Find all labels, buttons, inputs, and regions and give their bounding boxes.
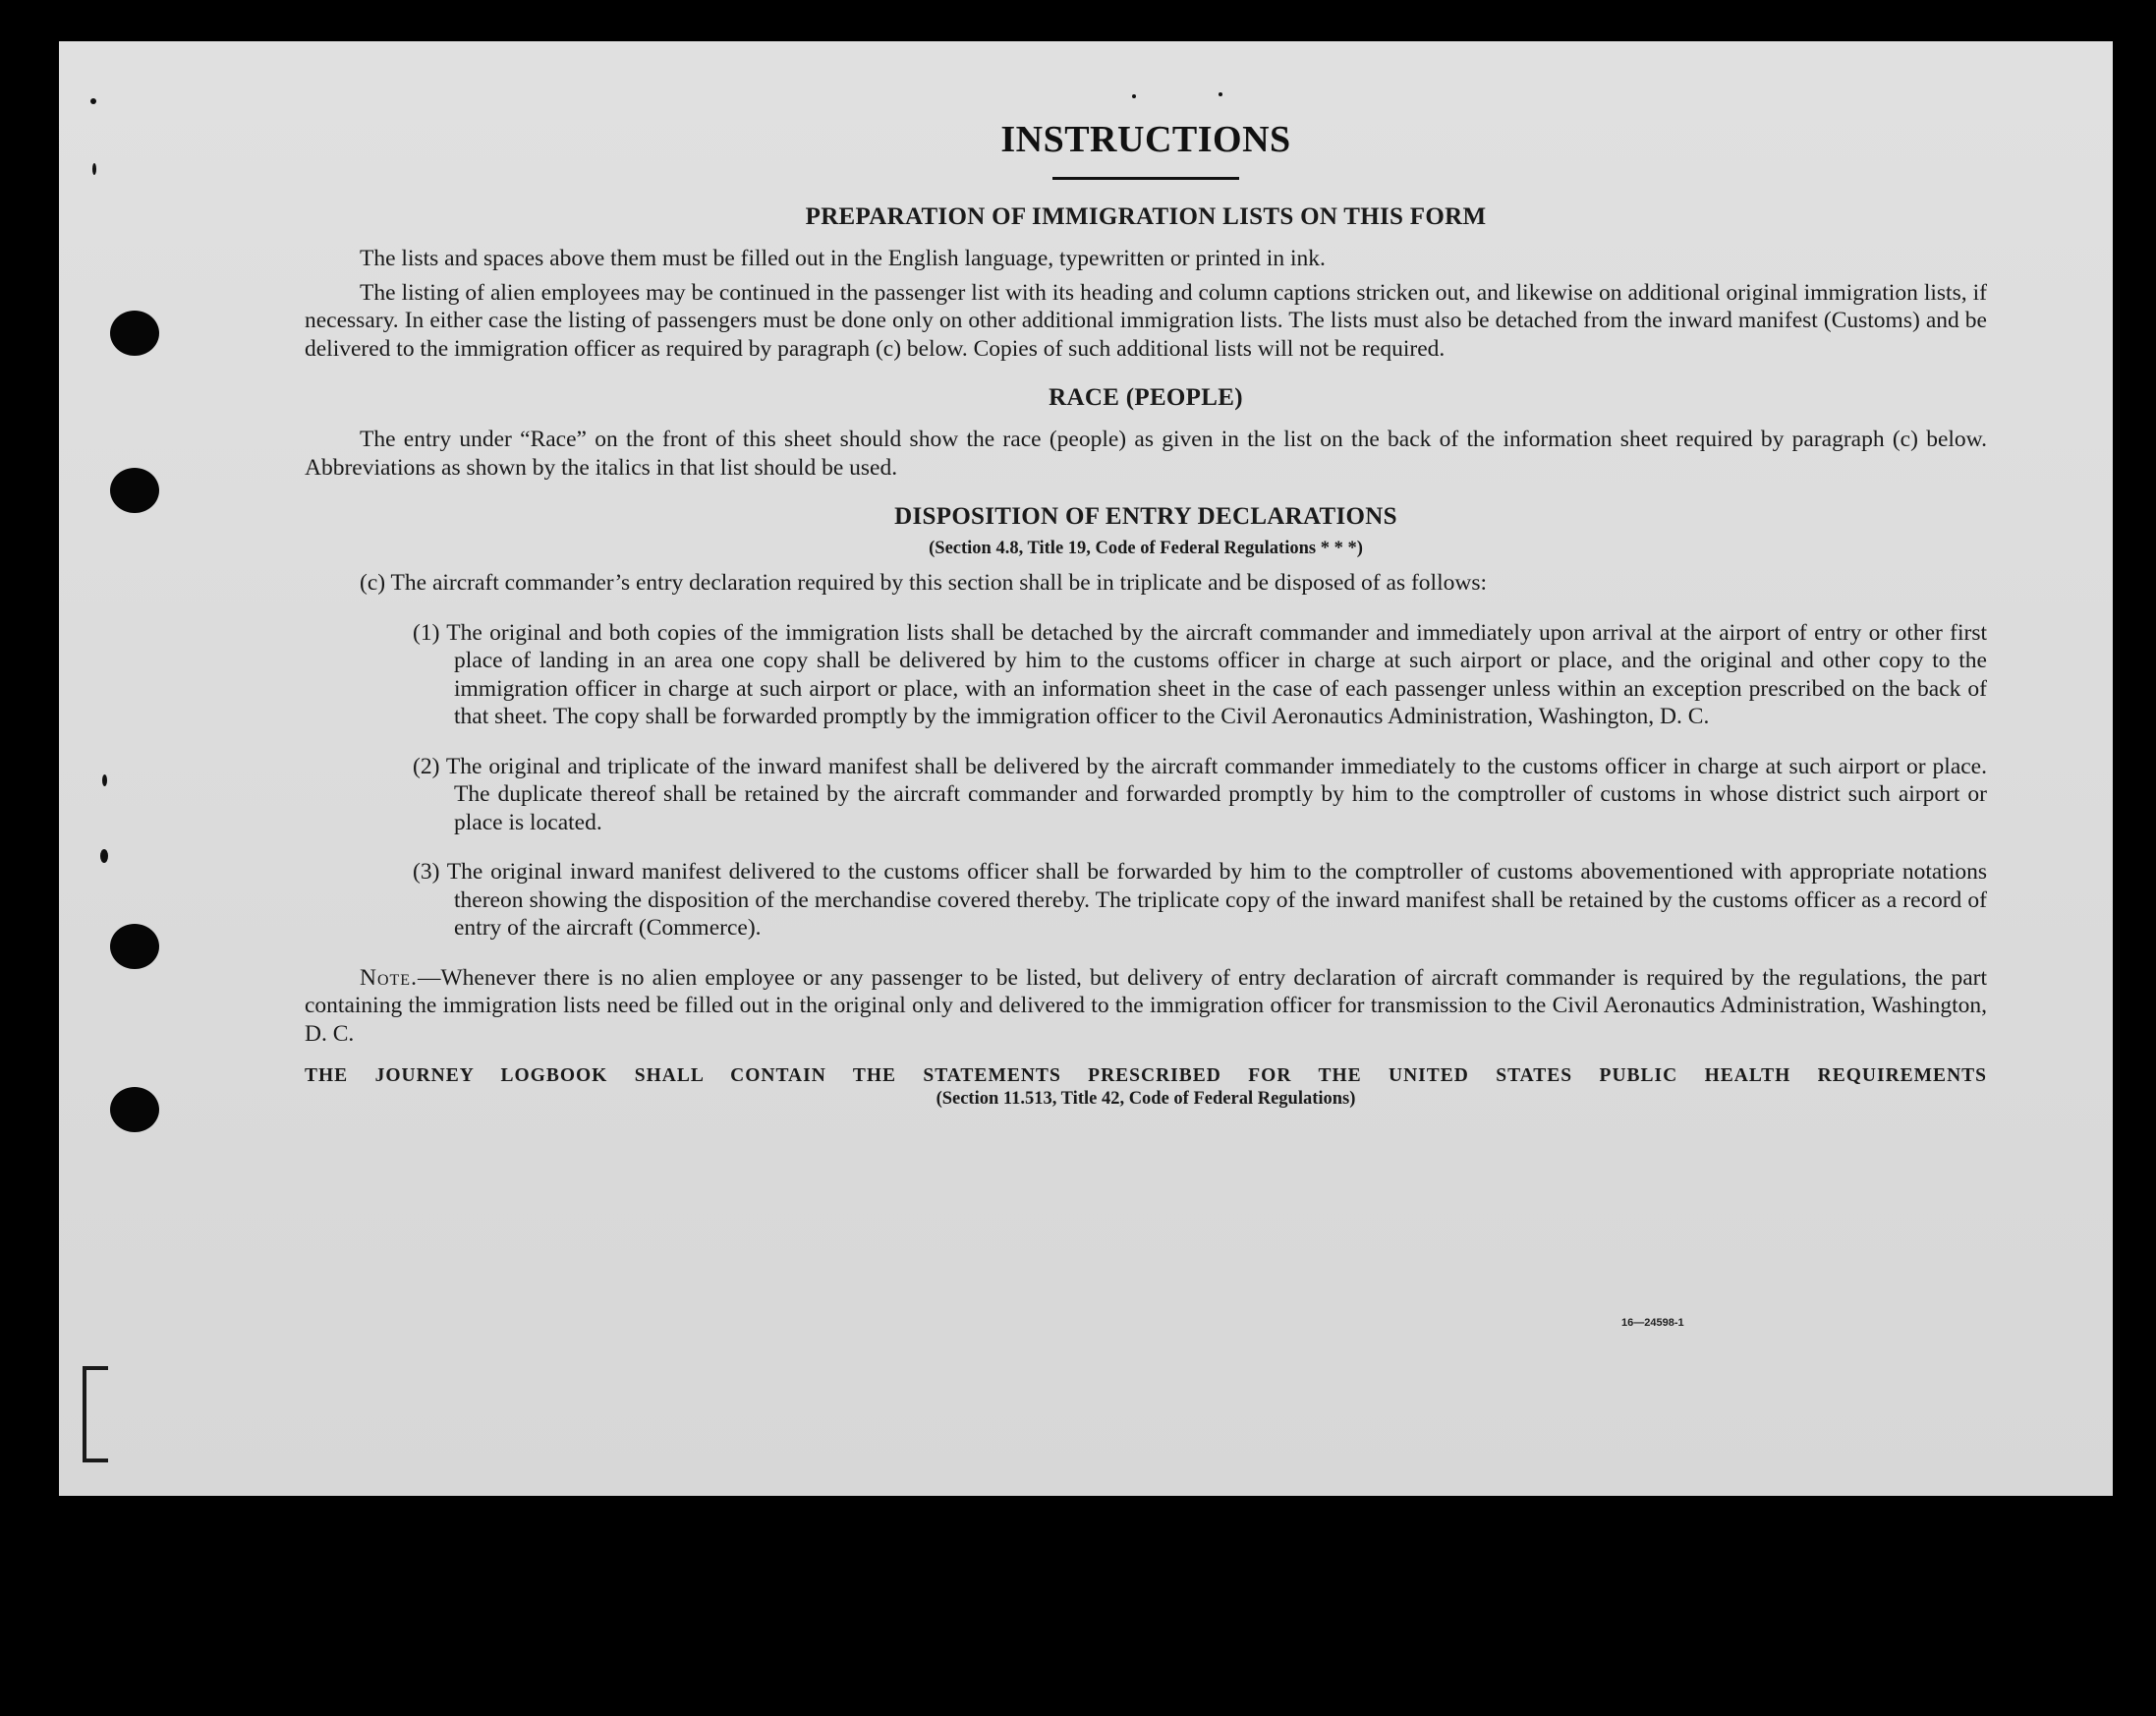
page-title: INSTRUCTIONS [1000, 119, 1291, 160]
document-sheet [59, 41, 2113, 1496]
binder-clip-mark [83, 1366, 108, 1462]
title-underline [1052, 177, 1239, 180]
ink-speck [90, 98, 96, 104]
list-item: (3) The original inward manifest delivered to the customs officer shall be forwarded by him to the comptroller of customs abovementioned with appropriate notations thereon showing the disposition of the merchandise covered thereby. The triplicate copy of the inward manifest shall be retained by the customs officer as a record of entry of the aircraft (Commerce). [413, 859, 1987, 941]
ink-speck [1219, 92, 1222, 96]
section-heading-race: RACE (PEOPLE) [1049, 384, 1243, 411]
paragraph: The lists and spaces above them must be filled out in the English language, typewritten or printed in ink. [360, 246, 1326, 271]
punch-hole [110, 924, 159, 969]
instructions-body [305, 118, 1987, 1110]
note-paragraph [305, 964, 1987, 1049]
list-item: (2) The original and triplicate of the inward manifest shall be delivered by the aircraft commander immediately to the customs officer in charge at such airport or place. The duplicate thereof shall be retained by the aircraft commander and forwarded promptly by him to the comptroller of customs in whose district such airport or place is located. [413, 753, 1987, 835]
punch-hole [110, 468, 159, 513]
section-heading-disposition: DISPOSITION OF ENTRY DECLARATIONS [894, 503, 1397, 530]
paragraph: The entry under “Race” on the front of this sheet should show the race (people) as given in the list on the back of the information sheet required by paragraph (c) below. Abbreviations as shown by the italics in that list should be used. [305, 427, 1987, 481]
list-item: (1) The original and both copies of the immigration lists shall be detached by the aircraft commander and immediately upon arrival at the airport of entry or other first place of landing in an area one copy shall be delivered by him to the customs officer in charge at such airport or place, and the original and other copy to the immigration officer in charge at such airport or place, with an information sheet in the case of each passenger unless within an exception prescribed on the back of that sheet. The copy shall be forwarded promptly by the immigration officer to the Civil Aeronautics Administration, Washington, D. C. [413, 619, 1987, 729]
section-heading-preparation: PREPARATION OF IMMIGRATION LISTS ON THIS FORM [805, 203, 1487, 230]
punch-hole [110, 311, 159, 356]
section-citation: (Section 4.8, Title 19, Code of Federal Regulations * * *) [929, 539, 1363, 558]
note-text: —Whenever there is no alien employee or any passenger to be listed, but delivery of entry declaration of aircraft commander is required by the regulations, the part containing the immigration lists need be filled out in the original only and delivered to the immigration officer for transmission to the Civil Aeronautics Administration, Washington, D. C. [305, 964, 1987, 1047]
punch-hole [110, 1087, 159, 1132]
note-label: Note. [360, 964, 418, 991]
health-citation: (Section 11.513, Title 42, Code of Federal Regulations) [936, 1089, 1356, 1109]
paragraph: The listing of alien employees may be continued in the passenger list with its heading and column captions stricken out, and likewise on additional original immigration lists, if necessary. In either case the listing of passengers must be done only on other additional immigration lists. The lists must also be detached from the inward manifest (Customs) and be delivered to the immigration officer as required by paragraph (c) below. Copies of such additional lists will not be required. [305, 279, 1987, 362]
ink-speck [102, 774, 107, 786]
health-requirements-line: THE JOURNEY LOGBOOK SHALL CONTAIN THE STATEMENTS PRESCRIBED FOR THE UNITED STATES PUBLIC HEALTH REQUIREMENTS [305, 1065, 1987, 1086]
ink-speck [92, 163, 96, 175]
paragraph: (c) The aircraft commander’s entry declaration required by this section shall be in triplicate and be disposed of as follows: [360, 570, 1487, 596]
form-number: 16—24598-1 [1621, 1317, 1684, 1329]
ink-speck [1132, 94, 1136, 98]
ink-speck [100, 849, 108, 863]
